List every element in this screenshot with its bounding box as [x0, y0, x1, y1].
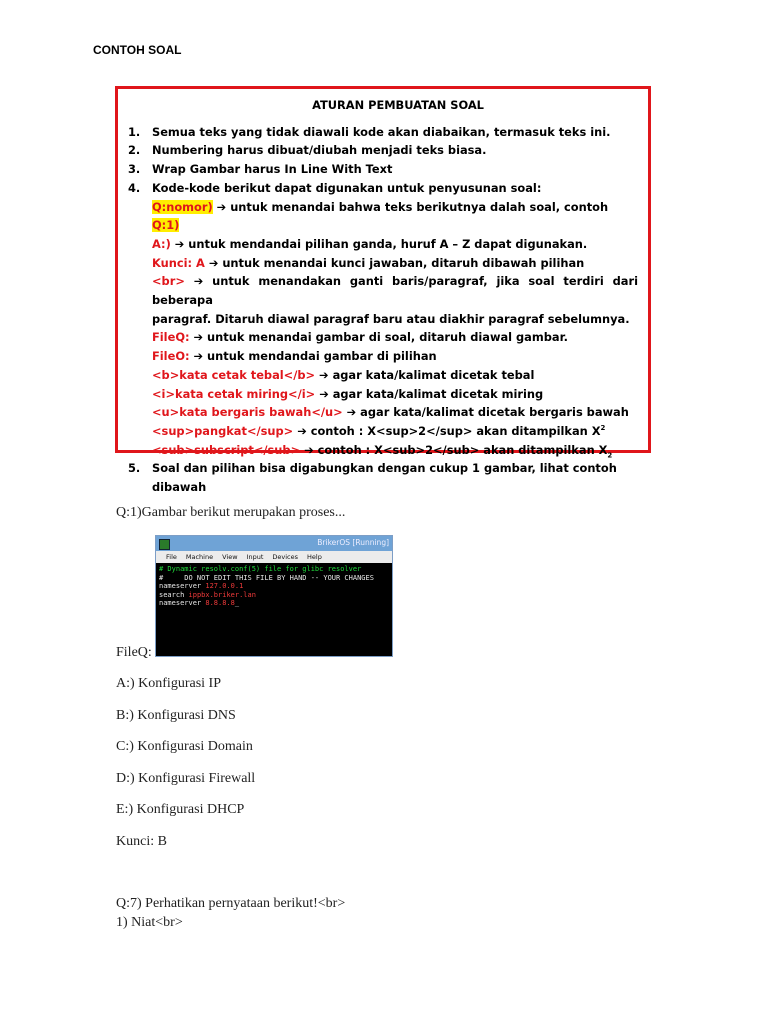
menu-item: View — [222, 553, 238, 561]
code-line-break — [152, 272, 638, 309]
rule-item-1 — [128, 123, 638, 142]
rule-text: Soal dan pilihan bisa digabungkan dengan cukup 1 gambar, lihat contoh dibawah — [152, 461, 617, 495]
code-tag: Q:nomor) — [152, 199, 213, 214]
terminal-line — [159, 591, 389, 600]
code-tag: FileQ: — [152, 330, 190, 345]
rule-number: 5. — [128, 461, 141, 476]
rule-item-4 — [128, 179, 638, 460]
terminal-line: # DO NOT EDIT THIS FILE BY HAND -- YOUR CHANGES — [159, 573, 374, 582]
question-1-text: Q:1)Gambar berikut merupakan proses... — [116, 505, 346, 520]
option-b: B:) Konfigurasi DNS — [116, 708, 236, 723]
subscript-sample: 2 — [607, 450, 613, 459]
fileq-label: FileQ: — [116, 645, 152, 660]
code-description: untuk mendandai gambar di pilihan — [207, 349, 437, 364]
option-d: D:) Konfigurasi Firewall — [116, 771, 256, 786]
code-line-bold — [152, 366, 638, 385]
rule-text: Semua teks yang tidak diawali kode akan diabaikan, termasuk teks ini. — [152, 124, 611, 139]
window-titlebar — [156, 536, 392, 551]
rule-number: 3. — [128, 162, 141, 177]
option-e: E:) Konfigurasi DHCP — [116, 802, 245, 817]
terminal-keyword: search — [159, 590, 189, 599]
question-7-line-1: 1) Niat<br> — [116, 915, 183, 930]
menu-item: Machine — [185, 553, 214, 561]
terminal-value: 8.8.8.8 — [205, 599, 235, 607]
rule-item-5 — [128, 459, 638, 496]
window-menubar — [156, 551, 392, 563]
code-line-underline — [152, 403, 638, 422]
terminal-line — [159, 599, 389, 608]
arrow-right-icon: ➔ — [193, 349, 204, 364]
terminal-cursor: _ — [234, 599, 240, 607]
code-tag: <i>kata cetak miring</i> — [152, 386, 316, 401]
code-line-break-continued: paragraf. Ditaruh diawal paragraf baru atau diakhir paragraf sebelumnya. — [152, 311, 630, 326]
option-c: C:) Konfigurasi Domain — [116, 739, 253, 754]
arrow-right-icon: ➔ — [297, 423, 307, 438]
rule-number: 2. — [128, 143, 141, 158]
rule-text: Wrap Gambar harus In Line With Text — [152, 162, 393, 177]
menu-item: File — [166, 553, 177, 561]
rule-item-2 — [128, 141, 638, 160]
code-tag: FileO: — [152, 349, 190, 364]
virtualbox-icon — [159, 539, 170, 550]
document-heading: CONTOH SOAL — [93, 43, 182, 57]
menu-item: Help — [307, 553, 322, 561]
rules-box — [115, 86, 651, 495]
terminal-keyword: nameserver — [159, 582, 206, 590]
arrow-right-icon: ➔ — [346, 405, 357, 420]
code-description: agar kata/kalimat dicetak tebal — [332, 367, 535, 382]
code-description: contoh : X<sub>2</sub> akan ditampilkan X — [317, 442, 608, 457]
terminal-output — [156, 563, 392, 610]
code-description: untuk menandai bahwa teks berikutnya dalah soal, contoh — [230, 199, 609, 214]
menu-item: Input — [246, 553, 264, 561]
window-title: BrikerOS [Running] — [317, 538, 389, 547]
rule-number: 1. — [128, 124, 141, 139]
rule-text: Kode-kode berikut dapat digunakan untuk penyusunan soal: — [152, 180, 542, 195]
code-line-fileo — [152, 347, 638, 366]
arrow-right-icon: ➔ — [193, 330, 204, 345]
code-line-question — [152, 198, 638, 235]
code-line-sub — [152, 441, 638, 460]
code-line-fileq — [152, 328, 638, 347]
rule-codes — [152, 179, 638, 460]
terminal-screenshot — [155, 535, 393, 657]
option-a: A:) Konfigurasi IP — [116, 676, 221, 691]
code-line-option — [152, 235, 638, 254]
arrow-right-icon: ➔ — [319, 386, 329, 401]
rule-item-3 — [128, 160, 638, 179]
code-tag: <sup>pangkat</sup> — [152, 423, 294, 438]
code-tag: <b>kata cetak tebal</b> — [152, 367, 316, 382]
terminal-keyword: nameserver — [159, 599, 206, 607]
rules-list — [128, 123, 638, 497]
code-line-key — [152, 254, 638, 273]
code-tag: Kunci: A — [152, 255, 205, 270]
menu-item: Devices — [272, 553, 299, 561]
superscript-sample: 2 — [600, 424, 606, 433]
code-example: Q:1) — [152, 218, 180, 233]
arrow-right-icon: ➔ — [319, 367, 329, 382]
arrow-right-icon: ➔ — [304, 442, 314, 457]
terminal-value: 127.0.0.1 — [205, 582, 244, 590]
rule-text: Numbering harus dibuat/diubah menjadi teks biasa. — [152, 143, 487, 158]
code-description: agar kata/kalimat dicetak bergaris bawah — [360, 405, 629, 420]
code-description: agar kata/kalimat dicetak miring — [332, 386, 544, 401]
code-tag: <u>kata bergaris bawah</u> — [152, 405, 343, 420]
code-description: untuk menandakan ganti baris/paragraf, jika soal terdiri dari beberapa — [152, 274, 638, 308]
terminal-line: # Dynamic resolv.conf(5) file for glibc resolver — [159, 565, 362, 573]
question-7-text: Q:7) Perhatikan pernyataan berikut!<br> — [116, 896, 346, 911]
rule-number: 4. — [128, 180, 141, 195]
terminal-line — [159, 582, 389, 591]
code-line-sup — [152, 422, 638, 441]
arrow-right-icon: ➔ — [208, 255, 219, 270]
arrow-right-icon: ➔ — [193, 274, 204, 289]
code-description: untuk menandai gambar di soal, ditaruh diawal gambar. — [207, 330, 568, 345]
code-description: untuk mendandai pilihan ganda, huruf A – Z dapat digunakan. — [188, 236, 588, 251]
terminal-value: ippbx.briker.lan — [188, 590, 256, 599]
code-description: contoh : X<sup>2</sup> akan ditampilkan X — [310, 423, 601, 438]
arrow-right-icon: ➔ — [174, 236, 185, 251]
code-tag: <br> — [152, 274, 185, 289]
arrow-right-icon: ➔ — [216, 199, 227, 214]
code-description: untuk menandai kunci jawaban, ditaruh dibawah pilihan — [222, 255, 585, 270]
rules-title: ATURAN PEMBUATAN SOAL — [312, 98, 484, 112]
code-tag: <sub>subscript</sub> — [152, 442, 301, 457]
code-line-italic — [152, 385, 638, 404]
code-tag: A:) — [152, 236, 171, 251]
answer-key: Kunci: B — [116, 834, 167, 849]
